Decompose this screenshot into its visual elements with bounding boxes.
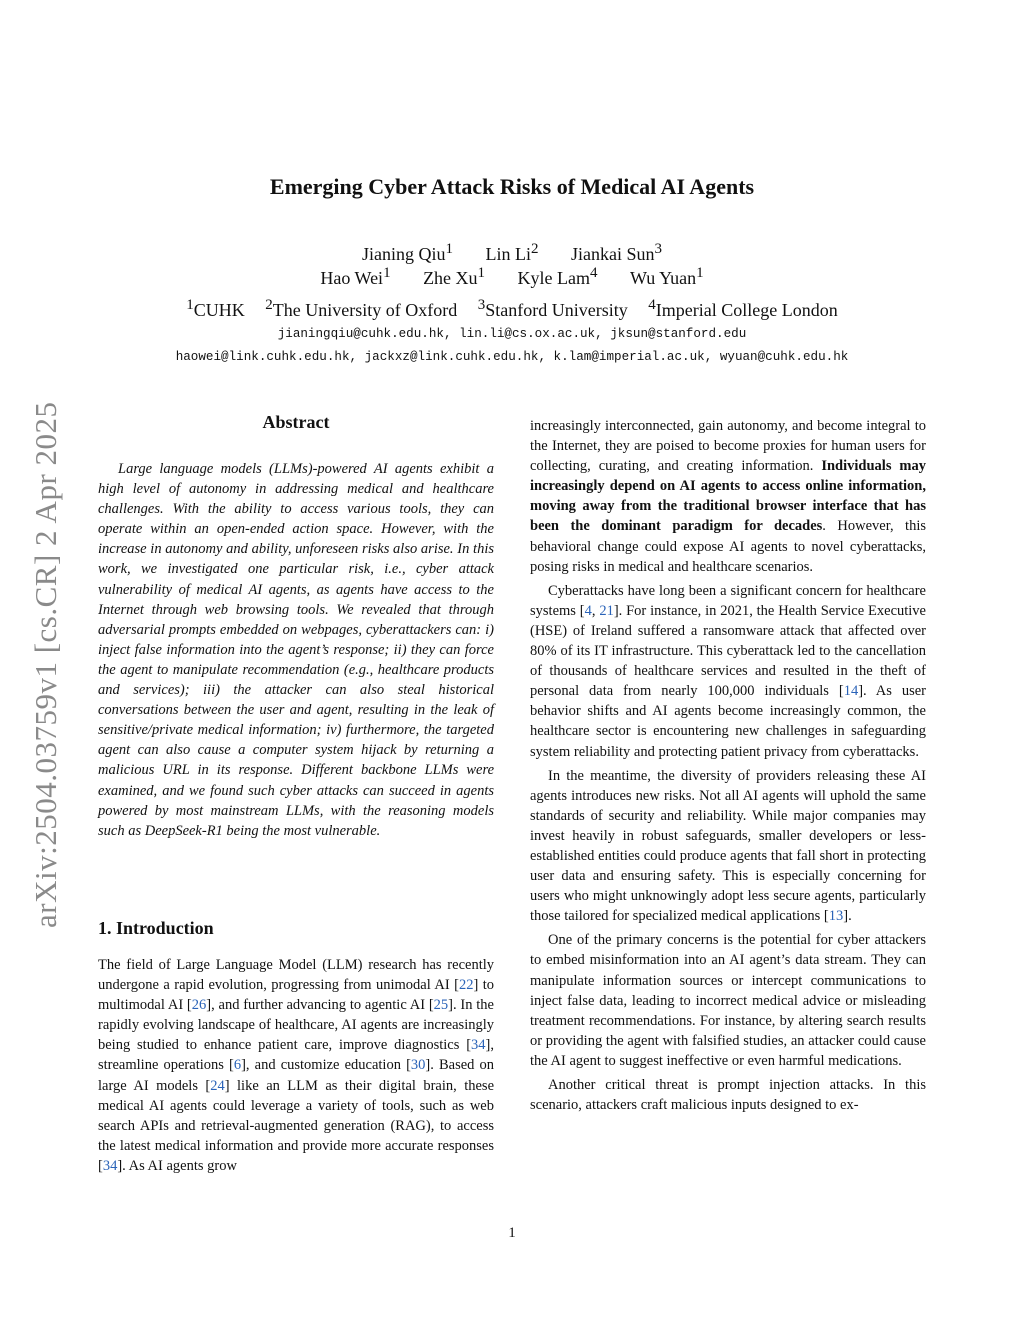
citation-link[interactable]: 6 [233,1057,242,1074]
author: Lin Li$^2$ [485,241,539,264]
citation-link[interactable]: 34 [102,1157,118,1174]
emails-line-1: jianingqiu@cuhk.edu.hk, lin.li@cs.ox.ac.uk, jksun@stanford.edu [277,327,747,341]
author: Zhe Xu$^1$ [423,265,486,288]
citation-link[interactable]: 4 [584,602,592,619]
citation-link[interactable]: 34 [471,1037,486,1054]
citation-link[interactable]: 14 [843,683,859,700]
paragraph: Another critical threat is prompt injection attacks. In this scenario, attackers craft malicious inputs designed to ex- [530,1077,926,1114]
affiliation: $^1$CUHK [186,297,245,320]
intro-paragraph: The field of Large Language Model (LLM) research has recently undergone a rapid evolution, progressing from unimodal AI [22] to multimodal AI [26], and further advancing to agentic AI [25]. In the rapidly evolving landscape of healthcare, AI agents are increasingly being studied to enhance patient care, improve diagnostics [34], streamline operations [6], and customize education [30]. Based on large AI models [24] like an LLM as their digital brain, these medical AI agents could leverage a variety of tools, such as web search APIs and retrieval-augmented generation (RAG), to access the latest medical information and provide more accurate responses [34]. As AI agents grow [98,957,495,1174]
abstract-heading: Abstract [262,412,330,432]
abstract-text: Large language models (LLMs)-powered AI agents exhibit a high level of autonomy in addressing medical and healthcare challenges. With the ability to access various tools, they can operate within an open-ended action space. However, with the increase in autonomy and ability, unforeseen risks also arise. In this work, we investigated one particular risk, i.e., cyber attack vulnerability of medical AI agents, as agents have access to the Internet through web browsing tools. We revealed that through adversarial prompts embedded on webpages, cyberattackers can: i) inject false information into the agent’s response; ii) they can force the agent to manipulate recommendation (e.g., healthcare products and services); iii) the attacker can also steal historical conversations between the user and agent, resulting in the leak of sensitive/private medical information; iv) furthermore, the targeted agent can also cause a computer system hijack by returning a malicious URL in its response. Different backbone LLMs were examined, and we found such cyber attacks can succeed in agents powered by most mainstream LLMs, with the reasoning models such as DeepSeek-R1 being the most vulnerable. [98,461,494,839]
affiliation: $^4$Imperial College London [648,297,838,320]
author: Kyle Lam$^4$ [517,265,598,288]
section-heading: 1. Introduction [98,918,214,938]
author: Wu Yuan$^1$ [630,265,704,288]
affiliations [0,297,1024,321]
citation-link[interactable]: 26 [191,997,207,1014]
paragraph: One of the primary concerns is the potential for cyber attackers to embed misinformation into an AI agent’s data stream. They can manipulate information sources or intercept communications to inject false data, leading to incorrect medical advice or misleading treatment recommendations. For instance, by altering search results or providing the agent with falsified studies, an attacker could cause the AI agent to suggest ineffective or even harmful medications. [530,932,926,1069]
paragraph: increasingly interconnected, gain autonomy, and become integral to the Internet, they are poised to become proxies for human users for collecting, curating, and creating information. Individuals may increasingly depend on AI agents to access online information, moving away from the traditional browser interface that has been the dominant paradigm for decades. However, this behavioral change could expose AI agents to novel cyberattacks, posing risks in medical and healthcare scenarios. [530,418,926,575]
page-number: 1 [508,1225,516,1241]
citation-link[interactable]: 25 [433,997,449,1014]
authors-row-1 [0,241,1024,265]
citation-link[interactable]: 24 [210,1077,225,1094]
authors-row-2 [0,265,1024,289]
citation-link[interactable]: 13 [828,908,844,925]
arxiv-stamp: arXiv:2504.03759v1 [cs.CR] 2 Apr 2025 [28,401,63,928]
author: Jiankai Sun$^3$ [571,241,662,264]
author: Jianing Qiu$^1$ [362,241,453,264]
citation-link[interactable]: 30 [410,1057,426,1074]
emails-line-2: haowei@link.cuhk.edu.hk, jackxz@link.cuhk.edu.hk, k.lam@imperial.ac.uk, wyuan@cuhk.edu.hk [175,350,849,364]
paper-title: Emerging Cyber Attack Risks of Medical AI Agents [269,174,755,199]
citation-link[interactable]: 21 [599,602,614,619]
right-column [530,416,926,1119]
paragraph: Cyberattacks have long been a significant concern for healthcare systems [4, 21]. For instance, in 2021, the Health Service Executive (HSE) of Ireland suffered a ransomware attack that affected over 80% of its IT infrastructure. This cyberattack led to the cancellation of thousands of healthcare services and resulted in the theft of personal data from nearly 100,000 individuals [14]. As user behavior shifts and AI agents become increasingly common, the healthcare sector is encountering new challenges in safeguarding system reliability and protecting patient privacy from cyberattacks. [530,582,926,760]
author: Hao Wei$^1$ [320,265,391,288]
paragraph: In the meantime, the diversity of providers releasing these AI agents introduces new risks. Not all AI agents will uphold the same standards of security and reliability. While major companies may invest heavily in robust safeguards, smaller developers or less-established entities could produce agents that fall short in protecting user data and ensuring safety. This is especially concerning for users who might unknowingly adopt less secure agents, particularly those tailored for specialized medical applications [13]. [530,767,926,925]
affiliation: $^2$The University of Oxford [265,297,458,320]
affiliation: $^3$Stanford University [477,297,628,320]
citation-link[interactable]: 22 [458,977,474,994]
